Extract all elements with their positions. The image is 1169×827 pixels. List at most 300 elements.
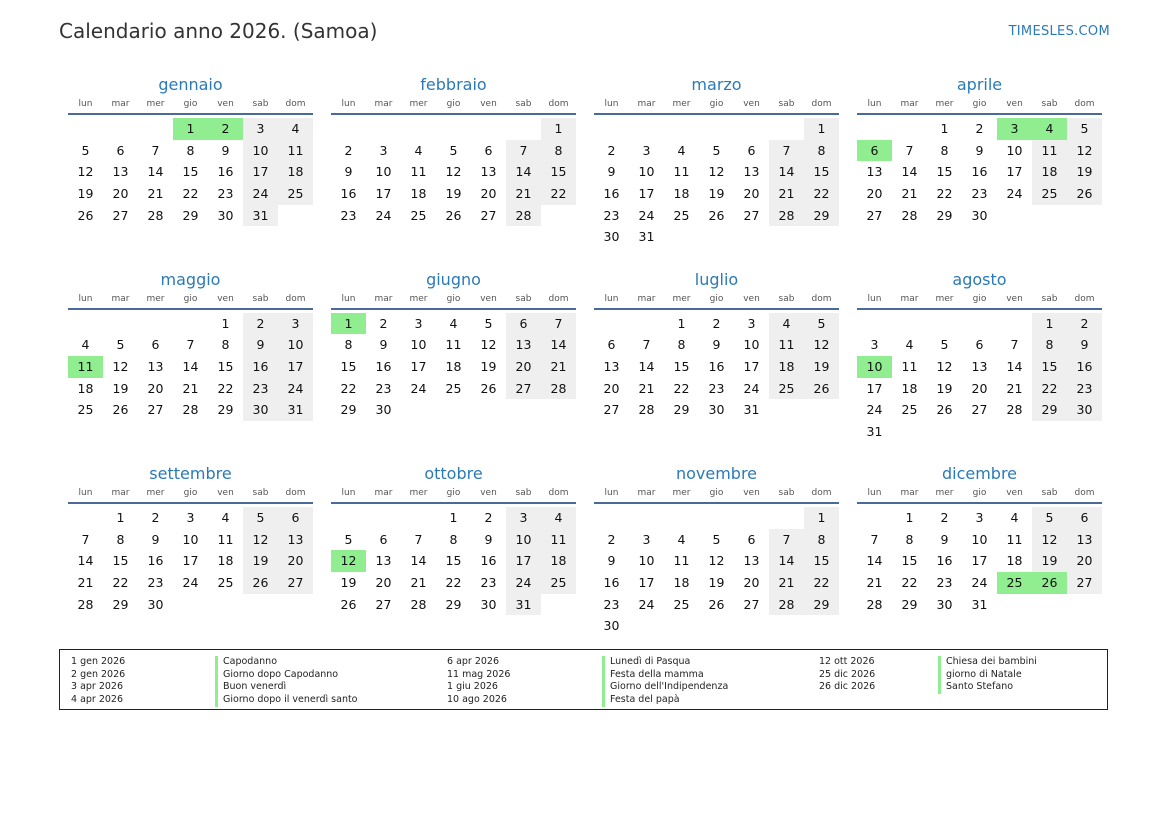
day-cell: 12 [445,164,462,180]
day-cell: 23 [217,186,234,202]
day-cell: 28 [866,596,883,612]
day-cell: 26 [340,596,357,612]
day-cell: 28 [506,205,541,227]
day-cell: 10 [243,140,278,162]
weekday-label: mer [935,99,954,109]
day-cell: 30 [603,229,620,245]
weekday-label: ven [480,293,497,304]
day-cell: 14 [638,358,655,374]
day-cell: 3 [379,142,388,158]
day-cell: 2 [975,121,984,136]
day-cell: 17 [971,553,988,569]
day-cell: 9 [379,337,388,353]
day-cell: 27 [743,207,760,223]
weekday-label: mar [637,293,656,304]
day-cell: 25 [673,596,690,612]
holiday-name: Buon venerdì [215,681,358,694]
day-cell: 25 [217,575,234,591]
day-cell: 20 [1067,550,1102,572]
holiday-dates-col-1 [71,656,125,707]
day-cell: 26 [445,207,462,223]
day-cell: 15 [445,553,462,569]
day-cell: 22 [112,575,129,591]
day-cell: 9 [484,531,493,547]
day-cell: 6 [151,337,160,353]
holiday-date: 1 giu 2026 [447,681,498,693]
day-cell: 18 [901,380,918,396]
weekday-label: lun [604,293,619,304]
day-cell: 12 [112,358,129,374]
weekday-label: sab [515,293,532,304]
weekday-label: mar [374,293,393,304]
empty-cell [366,507,401,529]
holiday-dates-col-3 [819,656,875,694]
days-grid [68,507,313,615]
holiday-day-cell: 10 [857,356,892,378]
empty-cell [769,118,804,140]
day-cell: 23 [971,186,988,202]
day-cell: 24 [410,380,427,396]
day-cell: 25 [1032,183,1067,205]
day-cell: 9 [221,142,230,158]
day-cell: 7 [905,142,914,158]
weekday-label: gio [972,99,987,109]
day-cell: 26 [243,572,278,594]
day-cell: 5 [344,531,353,547]
days-grid [857,507,1102,615]
day-cell: 22 [804,183,839,205]
day-cell: 3 [642,142,651,158]
day-cell: 11 [673,553,690,569]
days-grid [594,507,839,637]
day-cell: 13 [506,334,541,356]
empty-cell [594,313,629,335]
day-cell: 13 [375,553,392,569]
day-cell: 30 [1067,399,1102,421]
day-cell: 2 [712,315,721,331]
month-name: novembre [675,464,758,483]
day-cell: 21 [541,356,576,378]
day-cell: 31 [506,594,541,616]
month-name: gennaio [158,75,223,94]
weekday-header [857,485,1102,504]
day-cell: 25 [769,378,804,400]
day-cell: 7 [186,337,195,353]
holiday-date: 10 ago 2026 [447,694,507,706]
days-grid [594,118,839,248]
day-cell: 14 [147,164,164,180]
day-cell: 24 [743,380,760,396]
weekday-label: mar [111,293,130,304]
holiday-date: 26 dic 2026 [819,681,876,693]
day-cell: 22 [936,186,953,202]
day-cell: 16 [340,186,357,202]
day-cell: 29 [804,205,839,227]
day-cell: 9 [940,531,949,547]
day-cell: 28 [77,596,94,612]
weekday-header [331,96,576,115]
weekday-label: lun [867,293,882,304]
day-cell: 6 [506,313,541,335]
empty-cell [629,118,664,140]
weekday-label: lun [867,488,882,498]
holiday-date: 11 mag 2026 [447,668,511,680]
weekday-label: dom [1074,99,1095,109]
day-cell: 20 [743,186,760,202]
month-gennaio [68,74,313,269]
day-cell: 19 [1032,550,1067,572]
empty-cell [857,118,892,140]
month-febbraio [331,74,576,269]
day-cell: 25 [445,380,462,396]
empty-cell [401,507,436,529]
day-cell: 16 [603,186,620,202]
day-cell: 24 [971,575,988,591]
day-cell: 23 [603,207,620,223]
weekday-label: sab [778,488,795,498]
holiday-name: Chiesa dei bambini [938,656,1037,669]
day-cell: 11 [445,337,462,353]
day-cell: 14 [866,553,883,569]
day-cell: 18 [445,358,462,374]
day-cell: 29 [1032,399,1067,421]
day-cell: 4 [1010,510,1019,525]
holiday-name: Festa del papà [602,694,728,707]
day-cell: 24 [243,183,278,205]
day-cell: 19 [936,380,953,396]
day-cell: 17 [638,186,655,202]
weekday-label: lun [78,293,93,304]
weekday-label: mer [409,99,428,109]
day-cell: 20 [147,380,164,396]
day-cell: 26 [77,207,94,223]
day-cell: 12 [708,553,725,569]
weekday-label: dom [548,293,569,304]
day-cell: 18 [1032,161,1067,183]
day-cell: 14 [410,553,427,569]
day-cell: 17 [243,161,278,183]
day-cell: 19 [77,186,94,202]
weekday-label: sab [515,99,532,109]
empty-cell [173,313,208,335]
day-cell: 13 [147,358,164,374]
day-cell: 13 [743,553,760,569]
day-cell: 3 [414,315,423,331]
day-cell: 8 [541,140,576,162]
day-cell: 21 [1006,380,1023,396]
holiday-name: Giorno dopo Capodanno [215,669,358,682]
day-cell: 5 [449,142,458,158]
day-cell: 2 [940,510,949,525]
weekday-label: gio [972,488,987,498]
day-cell: 16 [936,553,953,569]
day-cell: 22 [340,380,357,396]
day-cell: 17 [743,358,760,374]
day-cell: 31 [638,229,655,245]
day-cell: 8 [1032,334,1067,356]
day-cell: 18 [1006,553,1023,569]
day-cell: 28 [769,205,804,227]
weekday-header [594,291,839,310]
day-cell: 8 [449,531,458,547]
day-cell: 22 [673,380,690,396]
day-cell: 2 [151,510,160,525]
day-cell: 23 [480,575,497,591]
day-cell: 20 [971,380,988,396]
day-cell: 13 [866,164,883,180]
day-cell: 18 [673,575,690,591]
month-agosto [857,269,1102,464]
empty-cell [699,507,734,529]
day-cell: 23 [1067,378,1102,400]
day-cell: 14 [901,164,918,180]
day-cell: 5 [1067,118,1102,140]
day-cell: 21 [866,575,883,591]
day-cell: 25 [541,572,576,594]
day-cell: 4 [81,337,90,353]
weekday-label: lun [604,99,619,109]
day-cell: 30 [480,596,497,612]
day-cell: 22 [541,183,576,205]
day-cell: 11 [901,358,918,374]
day-cell: 12 [77,164,94,180]
weekday-label: sab [252,488,269,498]
day-cell: 9 [712,337,721,353]
day-cell: 28 [769,594,804,616]
day-cell: 7 [151,142,160,158]
day-cell: 31 [971,596,988,612]
day-cell: 6 [484,142,493,158]
weekday-label: sab [515,488,532,498]
month-name: luglio [694,269,739,289]
day-cell: 6 [607,337,616,353]
weekday-label: gio [709,99,724,109]
weekday-label: dom [548,488,569,498]
day-cell: 10 [506,529,541,551]
day-cell: 30 [936,596,953,612]
weekday-label: mar [900,99,919,109]
month-ottobre [331,463,576,658]
weekday-label: ven [480,99,497,109]
day-cell: 17 [638,575,655,591]
day-cell: 21 [182,380,199,396]
weekday-label: mer [672,488,691,498]
day-cell: 8 [905,531,914,547]
weekday-label: lun [341,99,356,109]
day-cell: 13 [1067,529,1102,551]
day-cell: 25 [410,207,427,223]
month-marzo [594,74,839,269]
site-link[interactable]: TIMESLES.COM [1008,24,1110,39]
day-cell: 7 [506,140,541,162]
day-cell: 23 [147,575,164,591]
day-cell: 8 [940,142,949,158]
day-cell: 1 [116,510,125,525]
holiday-day-cell: 1 [173,118,208,140]
day-cell: 2 [607,142,616,158]
month-name: agosto [952,269,1007,289]
day-cell: 20 [866,186,883,202]
month-maggio [68,269,313,464]
day-cell: 26 [480,380,497,396]
day-cell: 6 [379,531,388,547]
weekday-label: mar [900,293,919,304]
weekday-label: gio [446,488,461,498]
day-cell: 24 [866,402,883,418]
holiday-day-cell: 4 [1032,118,1067,140]
day-cell: 4 [278,118,313,140]
day-cell: 19 [804,356,839,378]
day-cell: 18 [77,380,94,396]
day-cell: 11 [410,164,427,180]
day-cell: 31 [866,423,883,439]
day-cell: 26 [1067,183,1102,205]
day-cell: 12 [804,334,839,356]
day-cell: 3 [747,315,756,331]
day-cell: 5 [804,313,839,335]
holiday-name: Giorno dell'Indipendenza [602,681,728,694]
day-cell: 27 [375,596,392,612]
day-cell: 29 [445,596,462,612]
month-aprile [857,74,1102,269]
weekday-header [331,485,576,504]
day-cell: 30 [603,618,620,634]
day-cell: 22 [182,186,199,202]
day-cell: 14 [769,161,804,183]
day-cell: 16 [971,164,988,180]
day-cell: 24 [506,572,541,594]
day-cell: 11 [769,334,804,356]
day-cell: 5 [116,337,125,353]
days-grid [331,118,576,226]
weekday-label: mar [637,488,656,498]
weekday-label: mer [935,293,954,304]
day-cell: 19 [708,575,725,591]
day-cell: 12 [480,337,497,353]
weekday-label: dom [811,293,832,304]
weekday-label: sab [1041,488,1058,498]
day-cell: 9 [975,142,984,158]
day-cell: 1 [449,510,458,525]
day-cell: 20 [506,356,541,378]
empty-cell [436,118,471,140]
day-cell: 7 [1010,337,1019,353]
day-cell: 27 [506,378,541,400]
day-cell: 4 [449,315,458,331]
day-cell: 7 [541,313,576,335]
weekday-label: gio [709,488,724,498]
weekday-label: mar [900,488,919,498]
day-cell: 30 [147,596,164,612]
weekday-label: ven [217,488,234,498]
day-cell: 20 [603,380,620,396]
day-cell: 10 [971,531,988,547]
day-cell: 17 [410,358,427,374]
day-cell: 19 [445,186,462,202]
day-cell: 27 [480,207,497,223]
holiday-name: Giorno dopo il venerdì santo [215,694,358,707]
weekday-label: lun [78,488,93,498]
weekday-label: mer [409,293,428,304]
day-cell: 30 [217,207,234,223]
empty-cell [594,507,629,529]
day-cell: 29 [182,207,199,223]
month-giugno [331,269,576,464]
day-cell: 26 [804,378,839,400]
holiday-names-col-3 [938,656,1037,694]
day-cell: 12 [1032,529,1067,551]
day-cell: 4 [905,337,914,353]
holiday-day-cell: 6 [857,140,892,162]
day-cell: 15 [541,161,576,183]
weekday-label: lun [604,488,619,498]
empty-cell [927,313,962,335]
day-cell: 6 [747,531,756,547]
month-novembre [594,463,839,658]
weekday-header [68,291,313,310]
day-cell: 8 [804,140,839,162]
day-cell: 22 [901,575,918,591]
month-name: marzo [691,75,742,94]
weekday-label: lun [341,488,356,498]
weekday-label: gio [709,293,724,304]
day-cell: 15 [936,164,953,180]
holiday-day-cell: 26 [1032,572,1067,594]
weekday-label: dom [811,488,832,498]
weekday-header [857,96,1102,115]
day-cell: 18 [410,186,427,202]
day-cell: 23 [243,378,278,400]
day-cell: 23 [375,380,392,396]
day-cell: 6 [747,142,756,158]
day-cell: 24 [1006,186,1023,202]
day-cell: 19 [1067,161,1102,183]
day-cell: 9 [151,531,160,547]
day-cell: 1 [905,510,914,525]
empty-cell [401,118,436,140]
weekday-header [68,485,313,504]
days-grid [594,313,839,421]
month-name: aprile [956,75,1003,94]
empty-cell [331,507,366,529]
empty-cell [471,118,506,140]
empty-cell [629,507,664,529]
day-cell: 16 [375,358,392,374]
day-cell: 29 [112,596,129,612]
holiday-date: 2 gen 2026 [71,668,126,680]
day-cell: 17 [506,550,541,572]
weekday-label: dom [285,293,306,304]
holiday-name: Santo Stefano [938,681,1037,694]
weekday-label: mer [146,293,165,304]
day-cell: 21 [410,575,427,591]
day-cell: 21 [769,572,804,594]
weekday-label: ven [743,99,760,109]
day-cell: 16 [217,164,234,180]
days-grid [68,313,313,421]
holiday-names-col-1 [215,656,358,707]
day-cell: 1 [1032,313,1067,335]
day-cell: 24 [638,207,655,223]
day-cell: 23 [936,575,953,591]
day-cell: 7 [870,531,879,547]
day-cell: 1 [541,118,576,140]
day-cell: 3 [642,531,651,547]
empty-cell [734,118,769,140]
weekday-label: mar [374,99,393,109]
day-cell: 3 [243,118,278,140]
holiday-name: Festa della mamma [602,669,728,682]
